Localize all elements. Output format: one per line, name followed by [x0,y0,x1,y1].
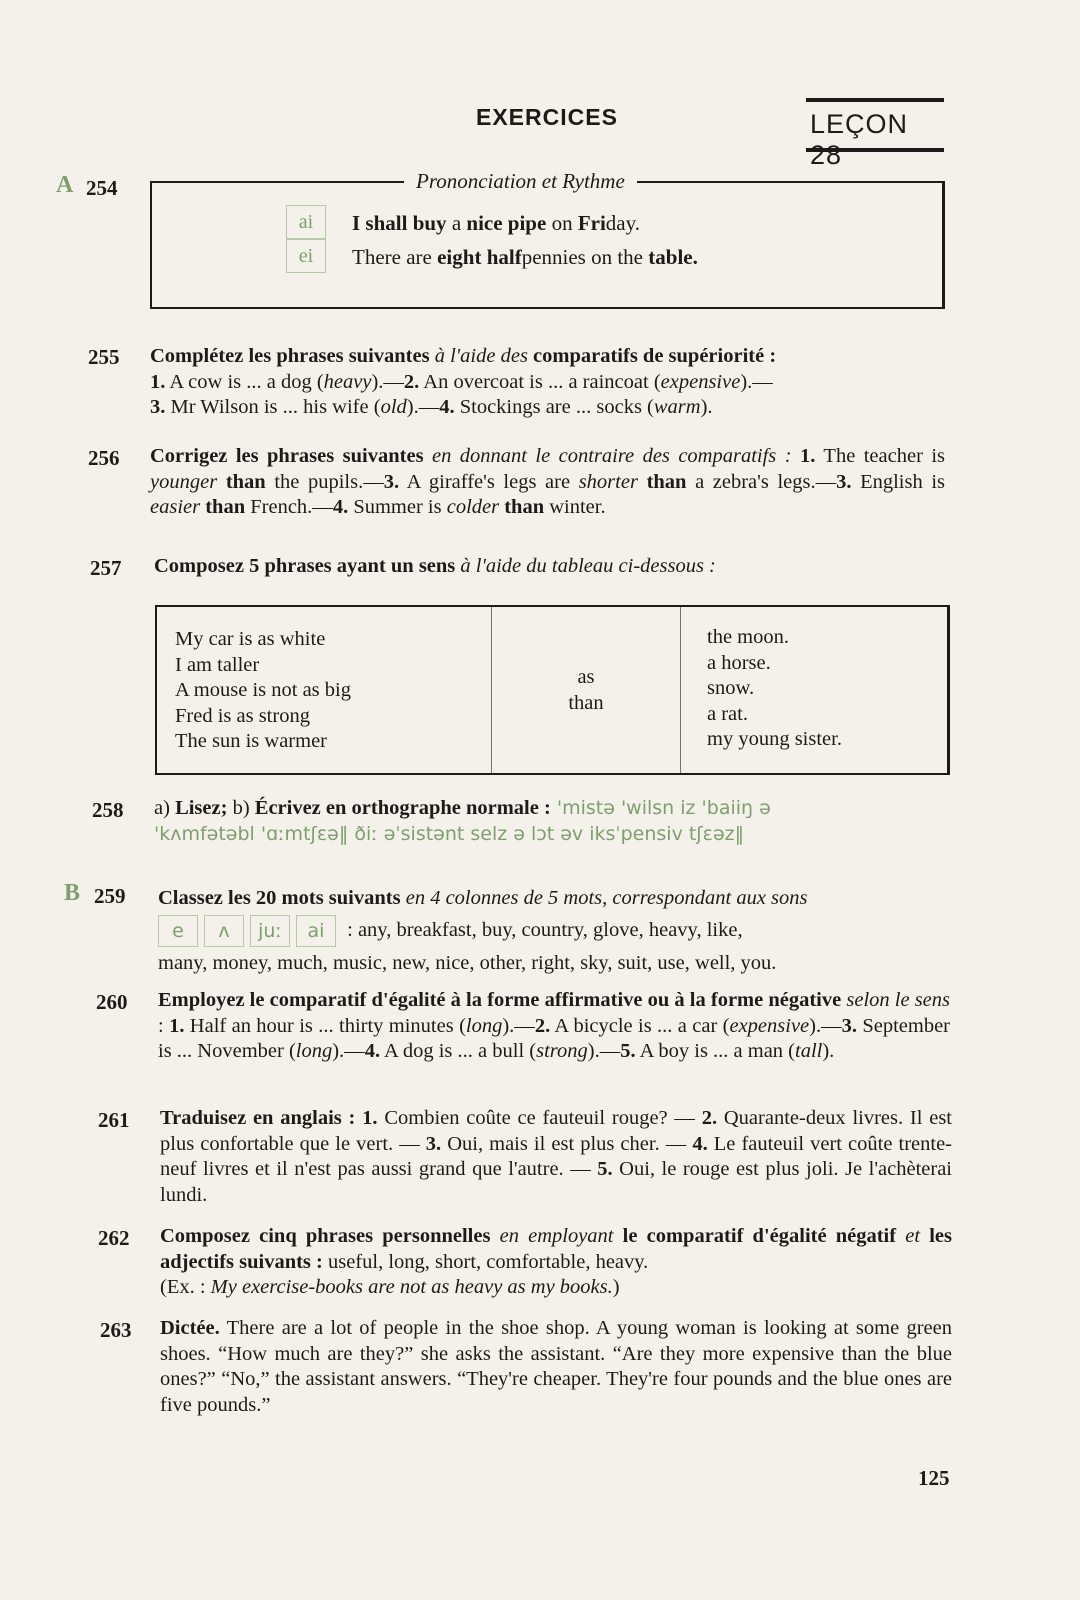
adjective: heavy [323,370,372,393]
item-number: 3. [836,470,852,493]
exercise-number-262: 262 [98,1226,130,1250]
instruction: comparatifs de supériorité : [533,345,777,367]
instruction: les adjectifs suivants : [160,1225,952,1273]
exercise-number-261: 261 [98,1108,130,1132]
stressed-word: eight [437,245,482,269]
instruction: Lisez; [175,797,228,819]
sentence: Oui, le rouge est plus joli. Je l'achèterai lundi. [160,1158,952,1206]
table-cell: I am taller [175,653,260,676]
sentence: Le fauteuil vert coûte trente-neuf livres et il n'est pas aussi grand que l'autre. — [160,1132,952,1180]
stressed-word: buy [412,211,447,235]
sentence: September is ... November ( [158,1014,950,1062]
sentence: ).— [740,370,773,393]
page-number: 125 [918,1466,950,1490]
item-number: 1. [169,1014,185,1037]
sentence: English is [851,470,946,493]
phonetic-text: 'kʌmfətəbl 'ɑːmtʃɛə‖ ðiː əˈsistənt selz ə lɔt əv iksˈpensiv tʃɛəz‖ [154,822,745,845]
exercise-number-260: 260 [96,990,128,1014]
sentence: A giraffe's legs are [399,470,579,493]
instruction-italic: en 4 colonnes de 5 mots, correspondant aux sons [400,887,808,909]
sentence: ).— [371,370,404,393]
sentence: An overcoat is ... a raincoat ( [419,370,661,393]
exercise-259-text [158,882,948,979]
sentence: A boy is ... a man ( [635,1040,796,1062]
sentence: The teacher is [815,445,945,467]
instruction-italic: à l'aide du tableau ci-dessous : [455,555,716,577]
plain-word: on [546,211,578,235]
comparative: easier [150,496,201,518]
table-cell: A mouse is not as big [175,679,351,701]
instruction: Classez les 20 mots suivants [158,887,401,909]
exercise-number-255: 255 [88,345,120,369]
exercise-number-258: 258 [92,798,124,822]
than-word: than [504,496,545,518]
item-number: 3. [425,1132,442,1155]
item-number: 3. [841,1014,857,1037]
item-number: 4. [364,1040,381,1062]
sentence: Stockings are ... socks ( [454,396,654,418]
substitution-table [155,605,950,775]
table-cell: Fred is as strong [175,704,310,727]
table-cell: a horse. [707,651,771,674]
instruction: le comparatif d'égalité négatif [622,1225,897,1247]
word-list: : any, breakfast, buy, country, glove, heavy, like, [342,919,743,941]
sentence: ).— [332,1040,365,1062]
comparative: younger [150,470,218,493]
item-number: 1. [799,445,816,467]
sentence: a zebra's legs.— [686,470,837,493]
instruction-italic: à l'aide des [429,345,534,367]
plain-word: There are [352,245,438,269]
instruction-italic: selon le sens [841,989,951,1011]
page-header-title: EXERCICES [476,104,618,130]
sentence: winter. [544,496,606,518]
exercise-260-text [158,988,950,1065]
sound-symbol: ei [286,239,326,273]
sentence: ).— [587,1040,621,1062]
word-list: useful, long, short, comfortable, heavy. [322,1250,649,1273]
item-number: 4. [439,396,455,418]
table-cell: snow. [707,677,755,699]
sentence: A dog is ... a bull ( [380,1040,537,1062]
adjective: expensive [729,1014,810,1037]
phonetic-text: 'mistə 'wilsn iz 'baiiŋ ə [550,797,771,819]
sound-symbol: e [158,915,198,947]
example-open: (Ex. : [160,1276,211,1298]
table-column-complements [707,625,842,753]
dictation-text: There are a lot of people in the shoe shop. A young woman is looking at some green shoes. “How much are they?” she asks the assistant. “Are they more expensive than the blue ones?” “No,” the assistant answers. “They're cheaper. They're four pounds and the blue ones are five pounds.” [160,1317,952,1416]
table-cell: than [568,691,604,714]
sentence: French.— [245,496,333,518]
than-word: than [205,496,246,518]
stressed-word: half [486,245,522,269]
sentence: ). [822,1040,835,1062]
sound-symbol: ʌ [204,915,244,947]
instruction: Écrivez en orthographe normale : [254,797,551,819]
item-number: 5. [597,1158,613,1180]
table-cell: The sun is warmer [175,730,327,752]
item-number: 2. [701,1107,718,1129]
sentence: Summer is [348,496,447,518]
exercise-257-instruction [154,554,944,580]
item-number: 2. [534,1014,551,1037]
pronunciation-box [150,169,945,309]
sentence: ). [700,396,713,418]
stressed-word: table. [648,245,698,269]
stressed-word: pipe [507,211,547,235]
exercise-number-263: 263 [100,1318,132,1342]
comparative: colder [446,496,500,518]
exercise-258-text [154,796,954,847]
part-label: a) [154,797,176,819]
table-cell: My car is as white [175,628,326,650]
pronunciation-title: Prononciation et Rythme [404,169,637,194]
sentence: A cow is ... a dog ( [165,370,324,393]
sentence: A bicycle is ... a car ( [550,1014,730,1037]
table-column-subjects [175,627,351,755]
table-cell: the moon. [707,626,789,648]
plain-word: pennies on the [521,245,649,269]
sound-symbol: ai [286,205,326,239]
exercise-261-text [160,1106,952,1208]
item-number: 1. [150,370,166,393]
instruction: Composez 5 phrases ayant un sens [154,555,456,577]
sentence: the pupils.— [265,470,384,493]
example-sentence: My exercise-books are not as heavy as my books. [210,1276,613,1298]
instruction-italic: en employant [490,1225,623,1247]
table-cell: a rat. [707,702,748,725]
item-number: 4. [332,496,349,518]
than-word: than [646,470,687,493]
sentence: Half an hour is ... thirty minutes ( [184,1014,466,1037]
adjective: long [295,1040,333,1062]
instruction: Traduisez en anglais : [160,1107,356,1129]
pronunciation-line-2 [352,245,698,270]
adjective: tall [795,1040,823,1062]
connector-words [492,665,680,716]
table-cell: my young sister. [707,728,842,750]
adjective: old [380,396,407,418]
stressed-word: Fri [577,211,606,235]
exercise-number-254: 254 [86,176,118,200]
exercise-262-text [160,1224,952,1301]
exercise-263-text [160,1316,952,1418]
punctuation: : [158,1014,170,1037]
sentence: ).— [809,1014,842,1037]
adjective: strong [536,1040,588,1062]
stressed-word: nice [466,211,503,235]
instruction: Dictée. [160,1317,220,1339]
instruction-italic: en donnant le contraire des comparatifs : [423,445,792,467]
lesson-label: LEÇON 28 [810,109,909,170]
exercise-number-259: 259 [94,884,126,908]
plain-word: a [446,211,467,235]
instruction: Employez le comparatif d'égalité à la forme affirmative ou à la forme négative [158,989,842,1011]
instruction: Corrigez les phrases suivantes [150,445,424,467]
sentence: Mr Wilson is ... his wife ( [165,396,381,418]
section-letter-a: A [56,172,74,198]
sentence: Combien coûte ce fauteuil rouge? — [377,1107,702,1129]
adjective: long [465,1014,503,1037]
item-number: 3. [150,396,166,418]
comparative: shorter [578,470,638,493]
instruction: Complétez les phrases suivantes [150,345,430,367]
than-word: than [225,470,266,493]
table-column-connectors [491,607,681,773]
exercise-256-text [150,444,945,521]
adjective: expensive [660,370,741,393]
sound-symbol: juː [250,915,290,947]
exercise-255-text [150,344,940,421]
word-list: many, money, much, music, new, nice, other, right, sky, suit, use, well, you. [158,952,777,975]
sound-symbol: ai [296,915,336,947]
instruction-italic: et [896,1225,930,1247]
sentence: Quarante-deux livres. Il est plus confortable que le vert. — [160,1107,953,1155]
item-number: 1. [355,1107,378,1129]
bold-word: I shall [352,211,413,235]
table-cell: as [577,666,595,688]
sentence: Oui, mais il est plus cher. — [441,1132,693,1155]
item-number: 2. [403,370,420,393]
section-letter-b: B [64,880,81,906]
plain-word: day. [605,211,641,235]
sentence: ).— [406,396,440,418]
item-number: 3. [383,470,400,493]
item-number: 5. [620,1040,636,1062]
item-number: 4. [692,1132,708,1155]
lesson-label-box [806,98,944,170]
exercise-number-257: 257 [90,556,122,580]
adjective: warm [653,396,701,418]
instruction: Composez cinq phrases personnelles [160,1225,491,1247]
exercise-number-256: 256 [88,446,120,470]
pronunciation-line-1 [352,211,640,236]
part-label: b) [227,797,255,819]
sentence: ).— [502,1014,535,1037]
example-close: ) [612,1276,620,1298]
